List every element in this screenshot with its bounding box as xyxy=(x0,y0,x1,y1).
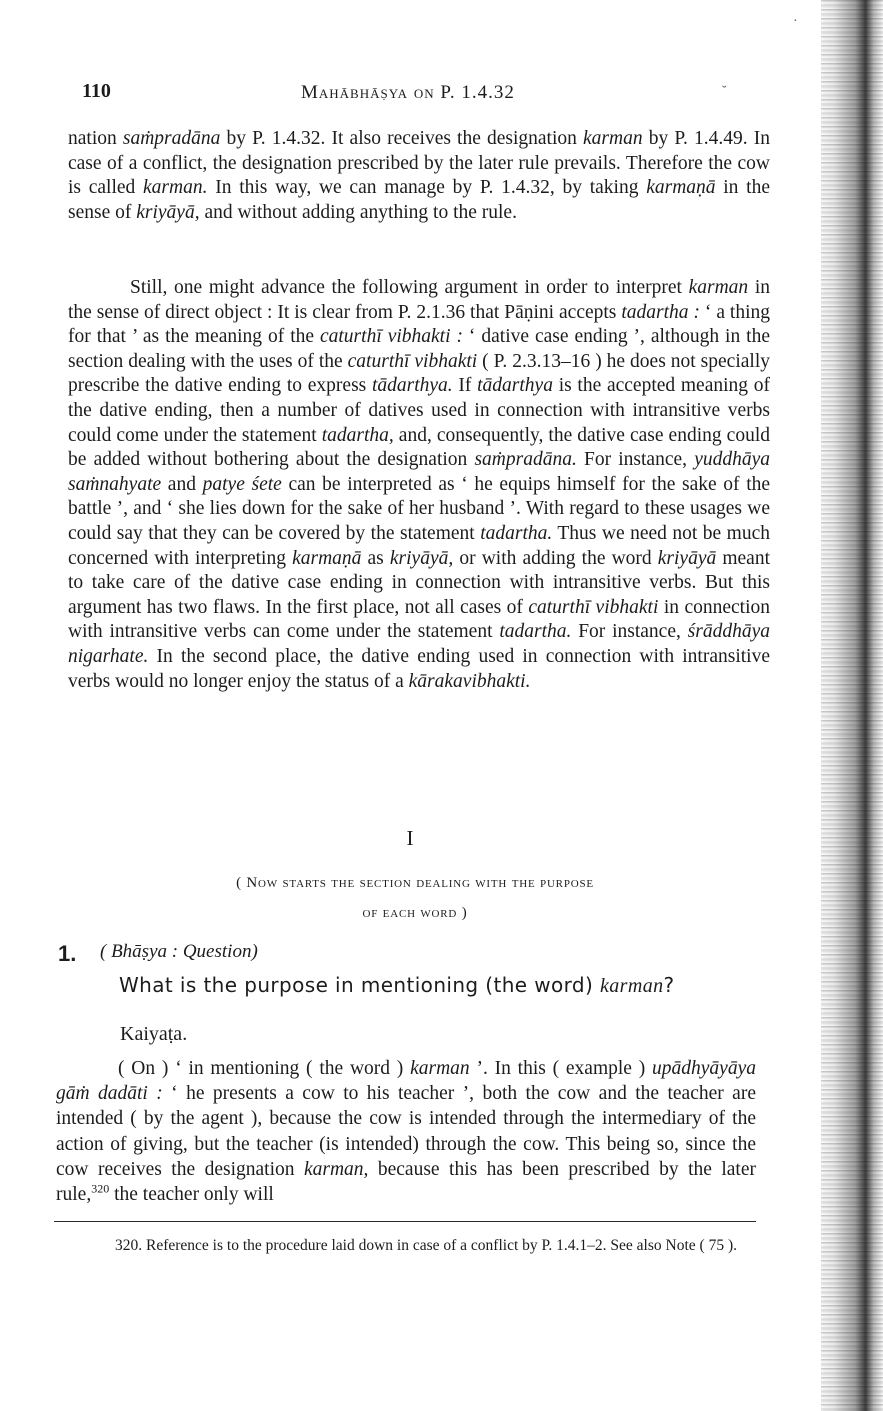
italic-term: saṁpradāna xyxy=(122,128,221,149)
text-run: and without adding anything to the rule. xyxy=(199,201,517,223)
italic-term: caturthī vibhakti : xyxy=(319,326,463,348)
text-run: as xyxy=(361,547,390,569)
running-head xyxy=(301,82,515,104)
question-term: karman xyxy=(600,975,664,997)
italic-term: patye śete xyxy=(202,473,282,495)
text-run: ‘ dative case ending ’, although in the section dealing with the uses of the xyxy=(68,326,771,372)
footnote: 320. Reference is to the procedure laid down in case of a conflict by P. 1.4.1–2. See also Note ( 75 ). xyxy=(115,1237,737,1254)
italic-term: karman xyxy=(583,128,643,149)
page-header xyxy=(0,80,820,110)
text-run: because this has been prescribed by the later rule, xyxy=(56,1158,756,1206)
italic-term: tadartha. xyxy=(499,621,572,643)
italic-term: kriyāyā, xyxy=(389,547,454,569)
text-run: in connection with intransitive verbs can come under the statement xyxy=(68,596,770,643)
italic-term: karman xyxy=(410,1058,470,1079)
scan-speck: ˘ xyxy=(722,84,727,99)
italic-term: tadartha, xyxy=(321,424,394,446)
question-mark: ? xyxy=(663,973,675,997)
italic-term: kārakavibhakti. xyxy=(408,670,531,692)
footnote-divider xyxy=(54,1221,756,1222)
italic-term: karman, xyxy=(303,1158,369,1180)
running-head-ref: P. 1.4.32 xyxy=(440,82,515,103)
italic-term: tadartha. xyxy=(480,522,553,544)
text-run: by P. 1.4.49. In case of a conflict, the designation prescribed by the later rule prevails. Therefore the cow is called xyxy=(68,128,770,199)
italic-term: yuddhāya saṁnahyate xyxy=(68,449,770,495)
italic-term: tādarthya xyxy=(477,375,553,397)
text-run: in the sense of xyxy=(68,177,770,223)
scan-binding-shadow xyxy=(821,0,883,1411)
italic-term: upādhyāyāya gāṁ dadāti : xyxy=(56,1058,756,1105)
paragraph-1 xyxy=(68,127,770,225)
section-number: I xyxy=(406,826,414,850)
text-run: ‘ he presents a cow to his teacher ’, both the cow and the teacher are intended ( by the agent ), because the cow is intended through the intermediary of the action of giving, but the teacher (is intended) through the cow. This being so, since the cow receives the designation xyxy=(56,1083,756,1180)
text-run: nation xyxy=(68,128,123,149)
section-heading xyxy=(120,868,710,928)
paragraph-3 xyxy=(56,1056,756,1207)
text-run: If xyxy=(452,375,478,397)
running-head-title: Mahābhāṣya on xyxy=(301,82,435,103)
italic-term: karman xyxy=(688,277,749,298)
italic-term: karman. xyxy=(143,177,208,199)
text-run: and, consequently, the dative case ending could be added without bothering about the designation xyxy=(68,424,770,471)
item-label: ( Bhāṣya : Question) xyxy=(100,941,258,962)
text-run: the teacher only will xyxy=(109,1184,274,1206)
text-run: ’. In this ( example ) xyxy=(469,1058,653,1079)
footnote-reference: 320 xyxy=(91,1181,110,1196)
italic-term: tādarthya. xyxy=(371,375,453,397)
question xyxy=(119,973,759,998)
italic-term: śrāddhāya nigarhate. xyxy=(68,621,771,667)
section-heading-line-1: ( Now starts the section dealing with the purpose xyxy=(236,875,594,891)
text-run: in the sense of direct object : It is clear from P. 2.1.36 that Pāṇini accepts xyxy=(68,277,770,323)
text-run: Thus we need not be much concerned with interpreting xyxy=(68,522,770,569)
text-run: In this way, we can manage by P. 1.4.32, by taking xyxy=(207,177,647,199)
scan-speck: · xyxy=(793,14,798,29)
page-number: 110 xyxy=(82,80,111,102)
commentator-heading: Kaiyaṭa. xyxy=(120,1023,188,1045)
text-run: ( On ) ‘ in mentioning ( the word ) xyxy=(118,1058,411,1079)
item-number: 1. xyxy=(58,941,77,966)
text-run: and xyxy=(161,473,203,495)
section-heading-line-2: of each word ) xyxy=(362,905,468,921)
text-run: ‘ a thing for that ’ as the meaning of the xyxy=(68,301,770,348)
text-run: can be interpreted as ‘ he equips himself for the sake of the battle ’, and ‘ she lies down for the sake of her husband ’. With regard to these usages we could say that they can be covered by the statement xyxy=(68,473,771,544)
text-run: For instance, xyxy=(576,449,695,471)
italic-term: caturthī vibhakti xyxy=(528,596,659,618)
italic-term: saṁpradāna. xyxy=(474,449,577,471)
question-text: What is the purpose in mentioning (the word) xyxy=(119,973,594,997)
text-run: by P. 1.4.32. It also receives the designation xyxy=(220,128,584,149)
text-run: In the second place, the dative ending used in connection with intransitive verbs would no longer enjoy the status of a xyxy=(68,645,770,692)
italic-term: karmaṇā xyxy=(646,177,716,199)
text-run: is the accepted meaning of the dative ending, then a number of datives used in connection with intransitive verbs could come under the statement xyxy=(68,375,770,446)
text-run: For instance, xyxy=(571,621,688,643)
italic-term: tadartha : xyxy=(621,301,700,323)
paragraph-2 xyxy=(68,276,770,694)
italic-term: kriyāyā xyxy=(657,547,717,569)
text-run: or with adding the word xyxy=(453,547,658,569)
italic-term: karmaṇā xyxy=(292,547,362,569)
text-run: ( P. 2.3.13–16 ) he does not specially prescribe the dative ending to express xyxy=(68,350,770,397)
text-run: meant to take care of the dative case ending in connection with intransitive verbs. But this argument has two flaws. In the first place, not all cases of xyxy=(68,547,771,618)
text-run: Still, one might advance the following argument in order to interpret xyxy=(130,277,689,298)
italic-term: kriyāyā, xyxy=(136,201,200,223)
italic-term: caturthī vibhakti xyxy=(347,350,478,372)
